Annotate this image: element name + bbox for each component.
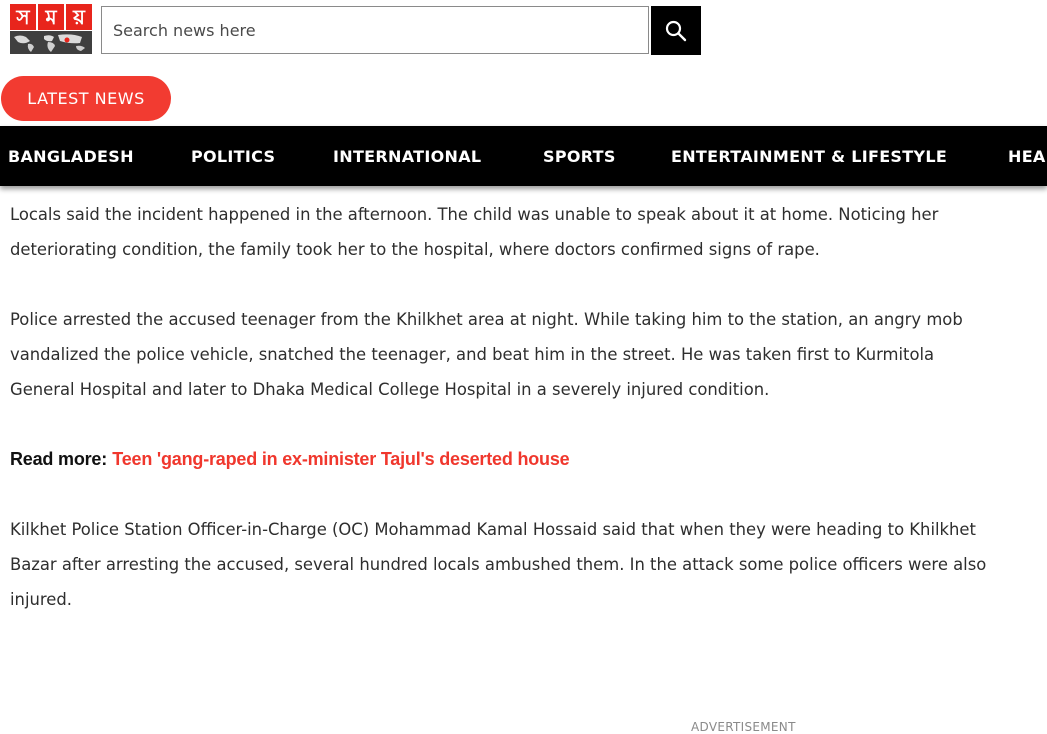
site-logo[interactable] bbox=[10, 4, 92, 54]
latest-news-button[interactable]: LATEST NEWS bbox=[1, 76, 171, 121]
site-header bbox=[0, 0, 1047, 60]
read-more-label: Read more: bbox=[10, 449, 108, 469]
search-icon bbox=[664, 19, 688, 43]
nav-item-entertainment-lifestyle[interactable]: ENTERTAINMENT & LIFESTYLE bbox=[671, 147, 948, 166]
article-body bbox=[10, 197, 1000, 652]
advertisement-label: ADVERTISEMENT bbox=[691, 720, 796, 734]
read-more-link[interactable]: Teen 'gang-raped in ex-minister Tajul's deserted house bbox=[112, 449, 570, 469]
nav-item-international[interactable]: INTERNATIONAL bbox=[333, 147, 482, 166]
logo-letter: য় bbox=[66, 4, 92, 30]
search-input[interactable] bbox=[101, 6, 649, 54]
read-more bbox=[10, 442, 1000, 477]
logo-letter: ম bbox=[38, 4, 66, 30]
nav-item-health[interactable]: HEA bbox=[1008, 147, 1046, 166]
article-paragraph: Locals said the incident happened in the afternoon. The child was unable to speak about it at home. Noticing her deteriorating condition, the family took her to the hospital, where doctors confirmed signs of rape. bbox=[10, 205, 939, 259]
world-map-icon bbox=[10, 31, 92, 54]
nav-item-sports[interactable]: SPORTS bbox=[543, 147, 616, 166]
main-nav bbox=[0, 126, 1047, 186]
nav-item-politics[interactable]: POLITICS bbox=[191, 147, 276, 166]
logo-letter: স bbox=[10, 4, 38, 30]
nav-item-bangladesh[interactable]: BANGLADESH bbox=[8, 147, 134, 166]
article-paragraph: Police arrested the accused teenager from the Khilkhet area at night. While taking him to the station, an angry mob vandalized the police vehicle, snatched the teenager, and beat him in the street. He was taken first to Kurmitola General Hospital and later to Dhaka Medical College Hospital in a severely injured condition. bbox=[10, 310, 963, 399]
article-paragraph: Kilkhet Police Station Officer-in-Charge (OC) Mohammad Kamal Hossaid said that when they were heading to Khilkhet Bazar after arresting the accused, several hundred locals ambushed them. In the attack some police officers were also injured. bbox=[10, 520, 987, 609]
logo-wordmark bbox=[10, 4, 92, 30]
search-button[interactable] bbox=[651, 6, 701, 55]
